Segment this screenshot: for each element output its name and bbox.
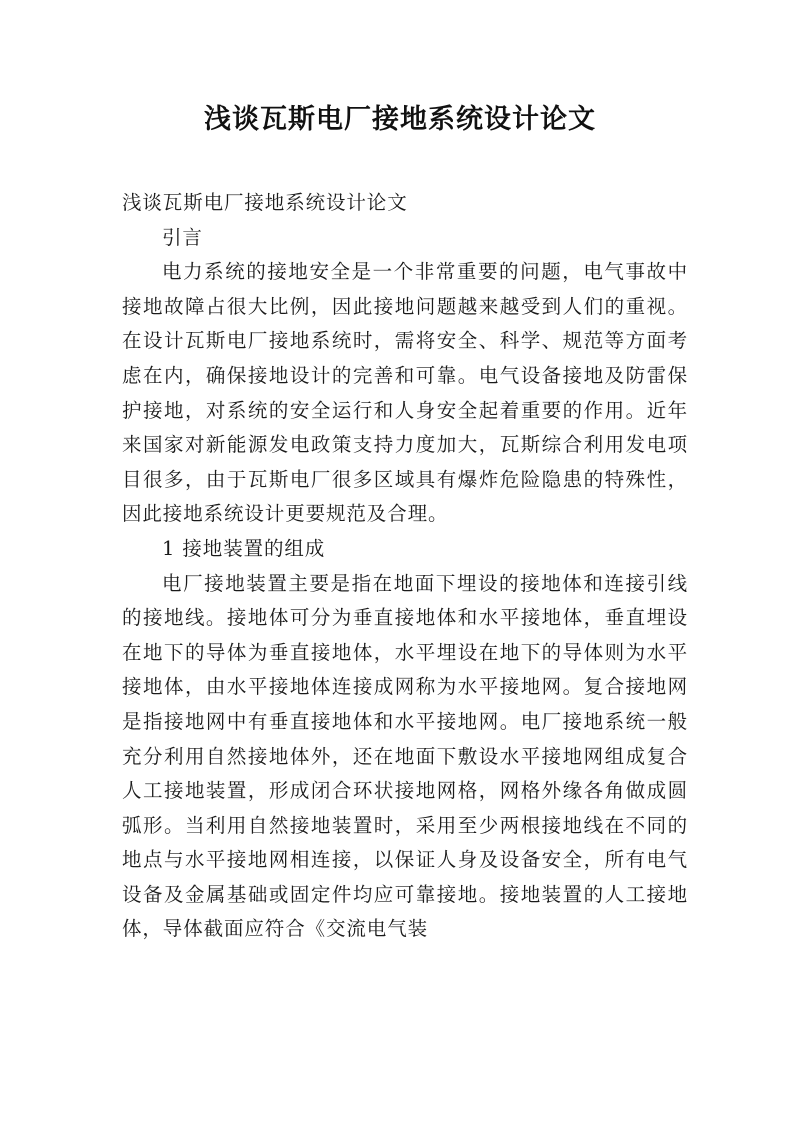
document-subtitle: 浅谈瓦斯电厂接地系统设计论文 — [122, 191, 408, 214]
intro-paragraph: 电力系统的接地安全是一个非常重要的问题，电气事故中接地故障占很大比例，因此接地问题越来越受到人们的重视。在设计瓦斯电厂接地系统时，需将安全、科学、规范等方面考虑在内，确保接地设计的完善和可靠。电气设备接地及防雷保护接地，对系统的安全运行和人身安全起着重要的作用。近年来国家对新能源发电政策支持力度加大，瓦斯综合利用发电项目很多，由于瓦斯电厂很多区域具有爆炸危险隐患的特殊性，因此接地系统设计更要规范及合理。 — [122, 260, 688, 526]
document-body — [122, 186, 688, 947]
section-1-paragraph: 电厂接地装置主要是指在地面下埋设的接地体和连接引线的接地线。接地体可分为垂直接地体和水平接地体，垂直埋设在地下的导体为垂直接地体，水平埋设在地下的导体则为水平接地体，由水平接地体连接成网称为水平接地网。复合接地网是指接地网中有垂直接地体和水平接地网。电厂接地系统一般充分利用自然接地体外，还在地面下敷设水平接地网组成复合人工接地装置，形成闭合环状接地网格，网格外缘各角做成圆弧形。当利用自然接地装置时，采用至少两根接地线在不同的地点与水平接地网相连接，以保证人身及设备安全，所有电气设备及金属基础或固定件均应可靠接地。接地装置的人工接地体，导体截面应符合《交流电气装 — [122, 571, 688, 941]
section-1-heading: 1 接地装置的组成 — [162, 536, 326, 560]
intro-heading: 引言 — [162, 225, 203, 249]
document-title: 浅谈瓦斯电厂接地系统设计论文 — [204, 104, 596, 135]
